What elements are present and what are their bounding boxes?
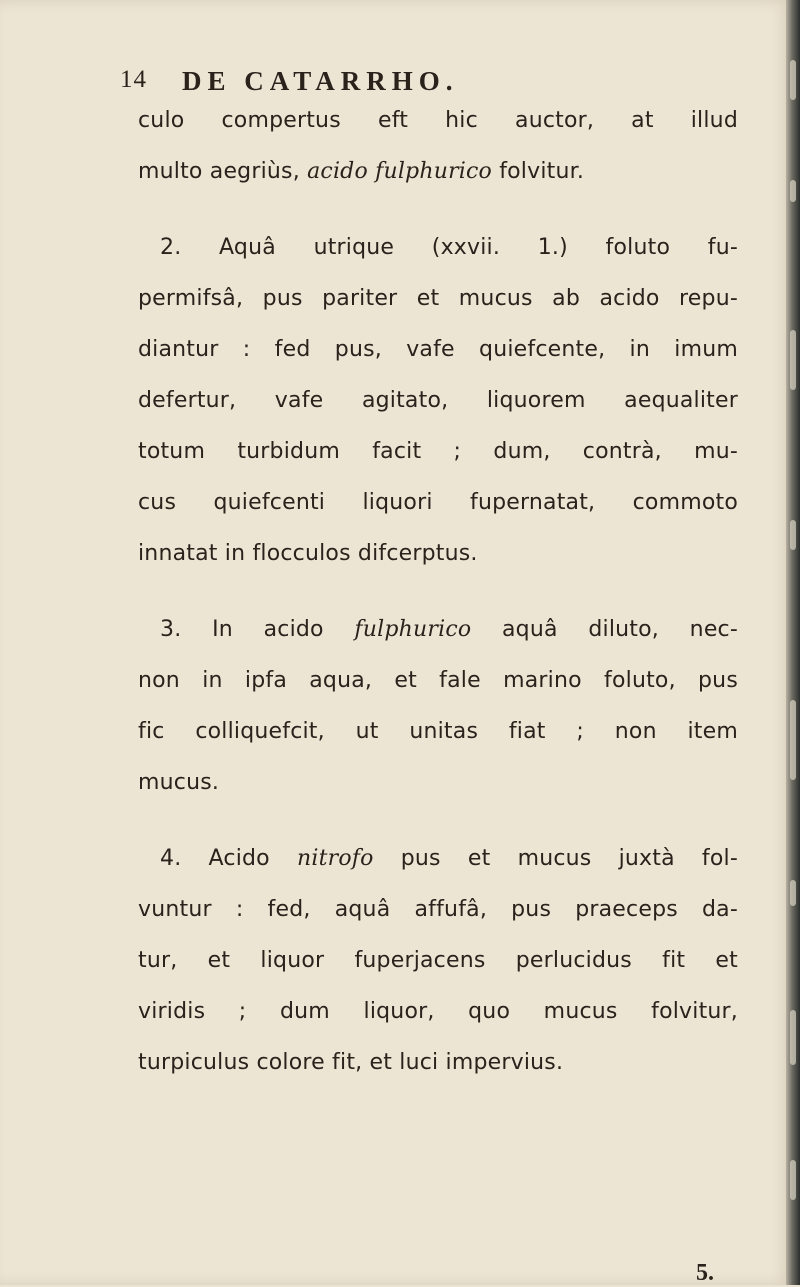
page-header [120, 66, 720, 106]
running-head: DE CATARRHO. [182, 66, 459, 96]
text-line [138, 719, 738, 744]
text-line [138, 668, 738, 693]
text-run: vuntur : fed, aquâ affufâ, pus praeceps da- [138, 897, 738, 922]
edge-streak [790, 1160, 796, 1200]
text-line [160, 846, 738, 871]
text-run: 4. Acido [160, 846, 297, 871]
text-run: aquâ diluto, nec- [471, 617, 738, 642]
text-line [138, 999, 738, 1024]
edge-streak [790, 880, 796, 906]
text-line [138, 286, 738, 311]
text-run: mucus. [138, 770, 220, 795]
text-run: fic colliquefcit, ut unitas fiat ; non item [138, 719, 738, 744]
text-run: non in ipfa aqua, et fale marino foluto, pus [138, 668, 738, 693]
text-line [138, 439, 738, 464]
text-run: multo aegriùs, [138, 159, 308, 184]
text-run: 3. In acido [160, 617, 355, 642]
text-line [138, 159, 584, 184]
text-run: cus quiefcenti liquori fupernatat, commoto [138, 490, 738, 515]
text-run: defertur, vafe agitato, liquorem aequaliter [138, 388, 738, 413]
edge-streak [790, 700, 796, 780]
text-line [138, 541, 478, 566]
text-run: pus et mucus juxtà fol- [373, 846, 738, 871]
edge-streak [790, 520, 796, 550]
edge-streak [790, 330, 796, 390]
text-line [138, 108, 738, 133]
page-edge-shadow [786, 0, 800, 1285]
text-line [138, 770, 219, 795]
text-run: turpiculus colore fit, et luci impervius. [138, 1050, 564, 1075]
text-run: folvitur. [492, 159, 585, 184]
text-run: innatat in flocculos difcerptus. [138, 541, 478, 566]
text-line [160, 235, 738, 260]
italic-text: nitrofo [296, 846, 374, 871]
text-run: totum turbidum facit ; dum, contrà, mu- [138, 439, 738, 464]
text-run: 2. Aquâ utrique (xxvii. 1.) foluto fu- [160, 235, 738, 260]
catchword: 5. [696, 1260, 714, 1286]
text-line [138, 388, 738, 413]
text-run: culo compertus eft hic auctor, at illud [138, 108, 738, 133]
text-line [138, 897, 738, 922]
text-run: diantur : fed pus, vafe quiefcente, in imum [138, 337, 738, 362]
text-run: viridis ; dum liquor, quo mucus folvitur, [138, 999, 738, 1024]
page-number: 14 [120, 66, 147, 93]
text-line [160, 617, 738, 642]
text-line [138, 948, 738, 973]
edge-streak [790, 60, 796, 100]
edge-streak [790, 180, 796, 202]
italic-text: acido fulphurico [307, 159, 492, 184]
text-line [138, 490, 738, 515]
text-run: tur, et liquor fuperjacens perlucidus fit et [138, 948, 738, 973]
text-run: permifsâ, pus pariter et mucus ab acido repu- [138, 286, 738, 311]
edge-streak [790, 1010, 796, 1065]
italic-text: fulphurico [354, 617, 472, 642]
text-line [138, 337, 738, 362]
text-line [138, 1050, 563, 1075]
